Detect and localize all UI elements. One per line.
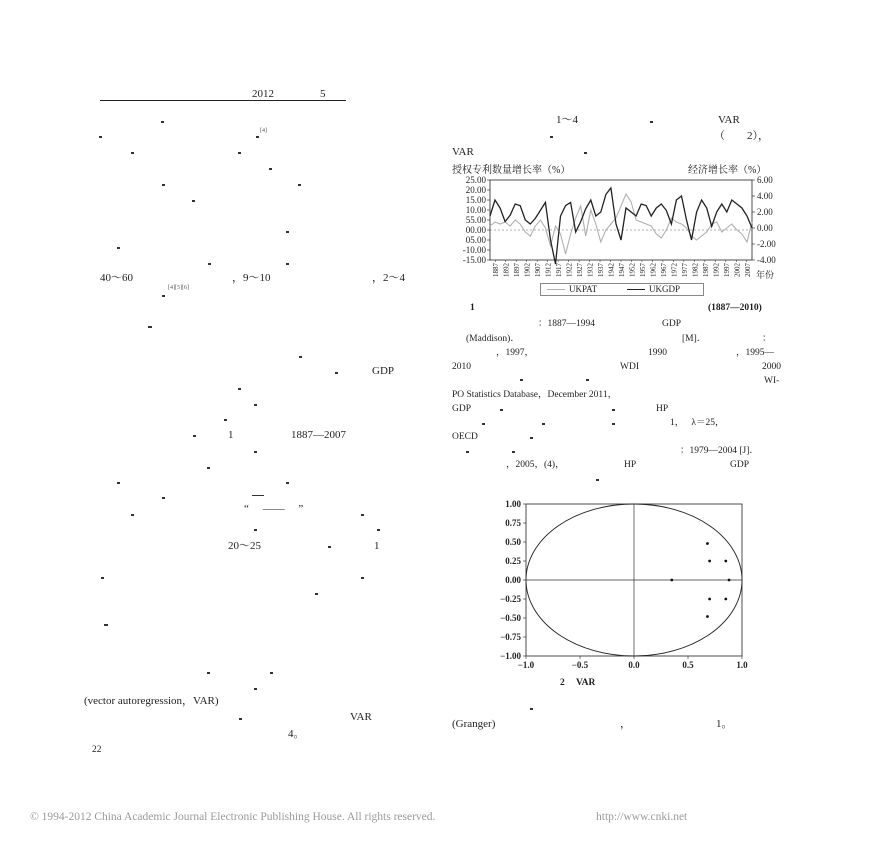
y-tick-label: −0.50 [500, 613, 521, 623]
punct-mark [208, 263, 211, 265]
body-four: 4。 [288, 728, 305, 740]
patent-gdp-growth-chart [450, 160, 790, 300]
legend-label-ukgdp: UKGDP [649, 284, 681, 294]
punct-mark [584, 152, 587, 154]
body-range-b: ，9～10 [232, 272, 271, 284]
quote-dash: “ —— ” [244, 503, 304, 515]
x-tick-label: 1982 [691, 263, 700, 277]
punct-mark [192, 200, 195, 202]
right-line3: VAR [452, 146, 474, 158]
root-point [724, 560, 727, 563]
punct-mark [270, 672, 273, 674]
punct-mark [117, 482, 120, 484]
root-point [708, 560, 711, 563]
var-unit-root-circle-chart [450, 495, 760, 675]
x-tick-label: 1967 [659, 263, 668, 277]
source-line-9: OECD [452, 432, 478, 442]
punct-mark [162, 184, 165, 186]
left-tick-label: 10.00 [465, 205, 486, 215]
citation-ref: [4] [260, 128, 267, 134]
y-tick-label: 0.50 [505, 537, 521, 547]
punct-mark [520, 379, 523, 381]
punct-mark [377, 529, 380, 531]
source-line-3a: ，1997， [496, 348, 535, 358]
punct-mark [269, 168, 272, 170]
root-point [728, 579, 731, 582]
x-tick-label: 1952 [628, 263, 637, 277]
right-tick-label: 6.00 [757, 175, 773, 185]
body-period: 1887—2007 [291, 429, 346, 441]
body-fig-ref: 1 [228, 429, 234, 441]
punct-mark [239, 718, 242, 720]
punct-mark [161, 121, 164, 123]
punct-mark [650, 121, 653, 123]
x-tick-label: 1937 [597, 263, 606, 277]
punct-mark [335, 372, 338, 374]
x-tick-label: 1922 [565, 263, 574, 277]
x-tick-label: 0.5 [682, 660, 694, 670]
punct-mark [131, 152, 134, 154]
left-tick-label: 25.00 [465, 175, 486, 185]
header-issue: 5 [320, 88, 326, 100]
right-line1-a: 1～4 [556, 114, 578, 126]
left-tick-label: -15.00 [462, 255, 486, 265]
right-tick-label: 0.00 [757, 223, 773, 233]
body-range-a: 40～60 [100, 272, 133, 284]
x-tick-label: 1.0 [736, 660, 748, 670]
punct-mark [612, 409, 615, 411]
header-rule [100, 100, 346, 101]
y-tick-label: 0.00 [505, 575, 521, 585]
granger-ref: 1。 [716, 718, 733, 730]
punct-mark [286, 231, 289, 233]
source-line-3c: ，1995— [736, 348, 775, 358]
punct-mark [500, 409, 503, 411]
punct-mark [542, 423, 545, 425]
legend-line-ukgdp [627, 289, 645, 290]
punct-mark [256, 136, 259, 138]
x-tick-label: 1942 [607, 263, 616, 277]
punct-mark [612, 423, 615, 425]
body-gdp: GDP [372, 365, 395, 377]
punct-mark [238, 388, 241, 390]
body-range-c: ，2～4 [372, 272, 405, 284]
x-tick-label: −0.5 [571, 660, 589, 670]
source-line-8: 1， λ＝25， [670, 418, 725, 428]
root-point [724, 598, 727, 601]
punct-mark [101, 577, 104, 579]
source-line-7b: HP [656, 404, 669, 414]
punct-mark [466, 451, 469, 453]
punct-mark [162, 497, 165, 499]
root-point [670, 579, 673, 582]
punct-mark [254, 451, 257, 453]
source-line-2a: (Maddison)． [466, 334, 520, 344]
x-tick-label: 1932 [586, 263, 595, 277]
fig2-caption: VAR [576, 678, 596, 688]
punct-mark [224, 419, 227, 421]
copyright-notice: © 1994-2012 China Academic Journal Electronic Publishing House. All rights reserved. [30, 811, 436, 823]
left-tick-label: 20.00 [465, 185, 486, 195]
chart-legend [540, 283, 704, 296]
body-range-d: 20～25 [228, 540, 261, 552]
punct-mark [162, 295, 165, 297]
source-line-2b: [M]． [682, 334, 707, 344]
fig1-caption-number: 1 [470, 303, 475, 313]
punct-mark [361, 514, 364, 516]
source-line-1-gdp: GDP [662, 319, 682, 329]
x-tick-label: 1947 [618, 263, 626, 277]
granger-label: (Granger) [452, 718, 496, 730]
cnki-link[interactable]: http://www.cnki.net [596, 811, 688, 823]
x-tick-label: 0.0 [628, 660, 640, 670]
source-line-6: PO Statistics Database，December 2011， [452, 390, 618, 400]
left-axis-title: 授权专利数量增长率（%） [452, 165, 571, 176]
x-tick-label: 2002 [733, 263, 742, 277]
punct-mark [315, 593, 318, 595]
punct-mark [254, 529, 257, 531]
root-point [706, 615, 709, 618]
fig2-caption-number: 2 [560, 678, 565, 688]
source-line-2c: ： [762, 334, 772, 344]
x-tick-label: −1.0 [517, 660, 535, 670]
left-tick-label: 15.00 [465, 195, 486, 205]
source-line-5: WI- [764, 376, 780, 386]
page-number: 22 [92, 745, 102, 755]
fig1-caption-range: (1887—2010) [708, 303, 762, 313]
x-tick-label: 1897 [513, 263, 522, 277]
y-tick-label: 0.25 [505, 556, 521, 566]
source-line-11a: ，2005，(4)， [506, 460, 565, 470]
root-point [708, 598, 711, 601]
series-line-ukgdp [490, 188, 752, 264]
legend-label-ukpat: UKPAT [569, 284, 598, 294]
left-tick-label: 00.00 [465, 225, 486, 235]
y-tick-label: 1.00 [505, 499, 521, 509]
x-tick-label: 2007 [743, 263, 752, 277]
right-tick-label: 2.00 [757, 207, 773, 217]
punct-mark [530, 708, 533, 710]
punct-mark [298, 184, 301, 186]
y-tick-label: −0.75 [500, 632, 521, 642]
right-tick-label: 4.00 [757, 191, 773, 201]
punct-mark [361, 577, 364, 579]
x-tick-label: 1992 [712, 263, 721, 277]
punct-mark [99, 136, 102, 138]
punct-mark [586, 379, 589, 381]
x-tick-label: 1902 [523, 263, 532, 277]
punct-mark [254, 404, 257, 406]
source-line-10: ：1979—2004 [J]． [680, 446, 759, 456]
x-tick-label: 1997 [722, 263, 731, 277]
header-year: 2012 [252, 88, 274, 100]
punct-mark [207, 467, 210, 469]
source-line-1: ：1887—1994 [538, 319, 596, 329]
punct-mark [193, 435, 196, 437]
punct-mark [104, 624, 108, 626]
punct-mark [482, 423, 485, 425]
x-tick-label: 1927 [576, 263, 585, 277]
right-line1-b: VAR [718, 114, 740, 126]
root-point [706, 542, 709, 545]
body-fig-ref-2: 1 [374, 540, 380, 552]
right-tick-label: -2.00 [757, 239, 776, 249]
plot-frame [490, 180, 752, 260]
x-tick-label: 1972 [670, 263, 679, 277]
x-tick-label: 1887 [492, 263, 501, 277]
dash-line [252, 495, 264, 496]
punct-mark [117, 247, 120, 249]
punct-mark [207, 672, 210, 674]
source-line-7a: GDP [452, 404, 472, 414]
punct-mark [550, 136, 553, 138]
y-tick-label: −0.25 [500, 594, 521, 604]
punct-mark [299, 356, 302, 358]
punct-mark [328, 546, 331, 548]
source-line-4b: WDI [620, 362, 639, 372]
source-line-11b: HP [624, 460, 637, 470]
punct-mark [148, 326, 152, 328]
x-tick-label: 1957 [638, 263, 647, 277]
x-tick-label: 1912 [544, 263, 553, 277]
source-line-3b: 1990 [648, 348, 667, 358]
citation-refs: [4][5][6] [168, 285, 189, 291]
source-line-4a: 2010 [452, 362, 471, 372]
source-line-11c: GDP [730, 460, 750, 470]
x-tick-label: 1892 [502, 263, 511, 277]
granger-comma: ， [620, 718, 631, 730]
body-var: VAR [350, 711, 372, 723]
x-tick-label: 1977 [680, 263, 689, 277]
punct-mark [512, 451, 515, 453]
left-tick-label: 55.00 [465, 215, 486, 225]
source-line-4c: 2000 [762, 362, 781, 372]
right-axis-title: 经济增长率（%） [688, 165, 767, 176]
punct-mark [254, 688, 257, 690]
x-tick-label: 1907 [534, 263, 543, 277]
y-tick-label: 0.75 [505, 518, 521, 528]
left-tick-label: -10.00 [462, 245, 486, 255]
left-tick-label: 05.00 [465, 235, 486, 245]
body-var-full: (vector autoregression，VAR) [84, 695, 219, 707]
x-tick-label: 1962 [649, 263, 658, 277]
right-tick-label: -4.00 [757, 255, 776, 265]
x-tick-label: 1917 [555, 263, 564, 277]
punct-mark [131, 514, 134, 516]
y-tick-label: −1.00 [500, 651, 521, 661]
legend-line-ukpat [547, 289, 565, 290]
punct-mark [286, 482, 289, 484]
punct-mark [596, 479, 599, 481]
x-tick-label: 1987 [701, 263, 710, 277]
punct-mark [238, 152, 241, 154]
punct-mark [286, 263, 289, 265]
x-axis-unit: 年份 [756, 270, 775, 280]
right-line2: （ 2）， [714, 130, 769, 142]
punct-mark [530, 437, 533, 439]
